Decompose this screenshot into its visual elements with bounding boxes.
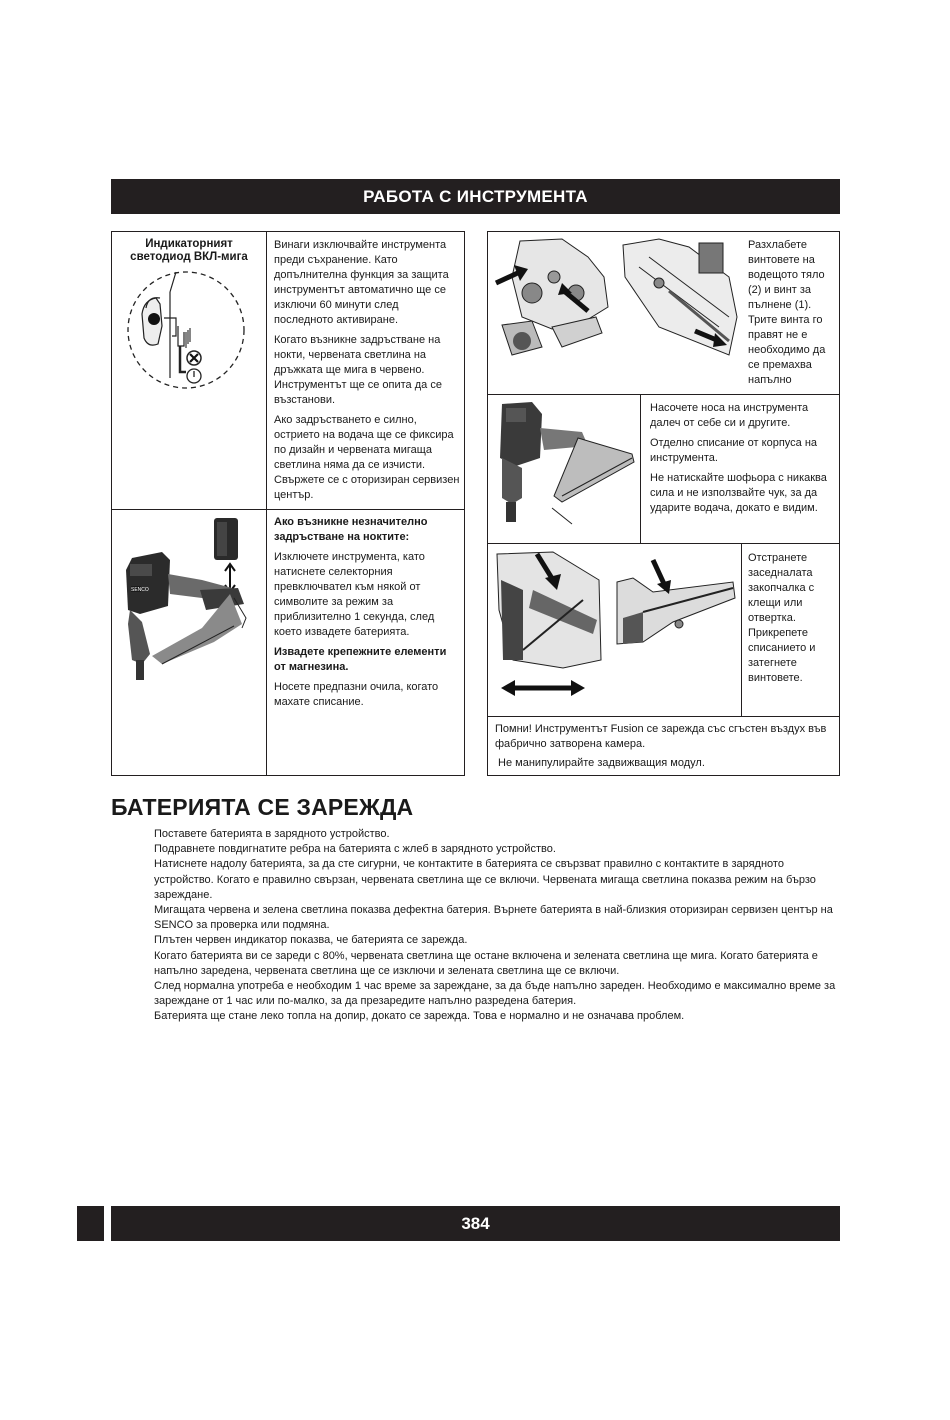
- battery-paragraph-4: Мигащата червена и зелена светлина показва дефектна батерия. Върнете батерията в най-близкия оторизиран сервизен център на SENCO за проверка или подмяна.: [154, 904, 833, 932]
- page-number: 384: [461, 1213, 490, 1233]
- jam-heading: Ако възникне незначително задръстване на ноктите:: [274, 516, 428, 543]
- step3-paragraph: Отстранете заседналата закопчалка с клещи или отвертка. Прикрепете списанието и затегнете винтовете.: [748, 552, 816, 684]
- attach-magazine-illustration: [613, 552, 737, 652]
- led-indicator-illustration: [124, 268, 248, 392]
- jam-paragraph-1: Изключете инструмента, като натиснете селекторния превключвател към някой от символите за режим за приблизително 1 секунда, след което извадете батерията.: [274, 551, 435, 638]
- led-label: Индикаторният светодиод ВКЛ-мига: [130, 238, 248, 263]
- led-paragraph-3: Ако задръстването е силно, острието на водача ще се фиксира по дизайн и червената мигаща светлина няма да се изчисти. Свържете се с оторизиран сервизен център.: [274, 414, 460, 501]
- battery-paragraph-3: Натиснете надолу батерията, за да сте сигурни, че контактите в батерията се свързват правилно с контактите в зарядното устройство. Когато е правилно свързан, червената светлина ще се включи. Червената мигаща светлина показва режим на бързо зареждане.: [154, 858, 816, 901]
- led-text: [274, 238, 460, 508]
- right-table-divider-v2: [640, 394, 641, 543]
- step2-paragraph-2: Отделно списание от корпуса на инструмента.: [650, 437, 818, 464]
- fusion-note: [495, 722, 835, 776]
- magazine-screw-illustration: [619, 237, 741, 361]
- jam-heading-2: Извадете крепежните елементи от магнезина.: [274, 646, 447, 673]
- battery-paragraph-1: Поставете батерията в зарядното устройство.: [154, 828, 390, 840]
- section-header-title: РАБОТА С ИНСТРУМЕНТА: [363, 186, 588, 206]
- step1-paragraph: Разхлабете винтовете на водещото тяло (2) и винт за пълнене (1). Трите винта го правят не е необходимо да се премахва напълно: [748, 239, 826, 386]
- footer-tab: [77, 1206, 104, 1241]
- right-table-divider-h1: [487, 394, 840, 395]
- battery-paragraph-2: Подравнете повдигнатите ребра на батерията с жлеб в зарядното устройство.: [154, 843, 556, 856]
- step2-paragraph-3: Не натискайте шофьора с никаква сила и не използвайте чук, за да ударите водача, докато е видим.: [650, 472, 827, 514]
- right-table-divider-h3: [487, 716, 840, 717]
- jam-text: [274, 515, 460, 715]
- step1-text: [748, 238, 836, 393]
- step2-paragraph-1: Насочете носа на инструмента далеч от себе си и другите.: [650, 402, 809, 429]
- led-paragraph-1: Винаги изключвайте инструмента преди съхранение. Като допълнителна функция за защита инструментът автоматично ще се изключи 60 минути след последното активиране.: [274, 239, 449, 326]
- left-table-divider-h: [111, 509, 465, 510]
- led-paragraph-2: Когато възникне задръстване на нокти, червената светлина на дръжката ще мига в червено. Инструментът ще се опита да се възстанови.: [274, 334, 442, 406]
- jam-x-icon: [187, 351, 201, 365]
- right-table-divider-v3: [741, 543, 742, 716]
- step2-text: [650, 401, 836, 521]
- fusion-note-1: Помни! Инструментът Fusion се зарежда със сгъстен въздух във фабрично затворена камера.: [495, 723, 827, 750]
- senco-logo: SENCO: [131, 587, 149, 593]
- battery-paragraph-8: Батерията ще стане леко топла на допир, докато се зарежда. Това е нормално и не означава проблем.: [154, 1010, 685, 1023]
- remove-jam-illustration: [493, 550, 603, 700]
- right-table-divider-h2: [487, 543, 840, 544]
- fusion-note-2: Не манипулирайте задвижващия модул.: [495, 757, 705, 769]
- power-icon: [187, 369, 201, 383]
- led-light: [148, 313, 160, 325]
- nose-away-illustration: [492, 398, 636, 538]
- battery-paragraph-6: Когато батерията ви се зареди с 80%, червената светлина ще остане включена и зелената светлина ще мига. Когато батерията е напълно заредена, червената светлина ще се изключи и зелената светлина ще се включи.: [154, 949, 818, 977]
- left-table-divider-v: [266, 231, 267, 776]
- jam-paragraph-2: Носете предпазни очила, когато махате списание.: [274, 681, 439, 708]
- battery-paragraph-7: След нормална употреба е необходим 1 час време за зареждане, за да бъде напълно зареден. Необходимо е максимално време за зареждане от 1 час или по-малко, за да презаредите напълно разредена батерия.: [154, 980, 836, 1008]
- driver-screws-illustration: [492, 237, 614, 361]
- step3-text: [748, 551, 836, 691]
- nailer-battery-illustration: [122, 514, 256, 692]
- section-header: [111, 179, 840, 214]
- battery-paragraph-5: Плътен червен индикатор показва, че батерията се зарежда.: [154, 934, 468, 947]
- battery-paragraphs: [154, 827, 842, 1025]
- footer-bar: [111, 1206, 840, 1241]
- battery-title: БАТЕРИЯТА СЕ ЗАРЕЖДА: [111, 794, 414, 820]
